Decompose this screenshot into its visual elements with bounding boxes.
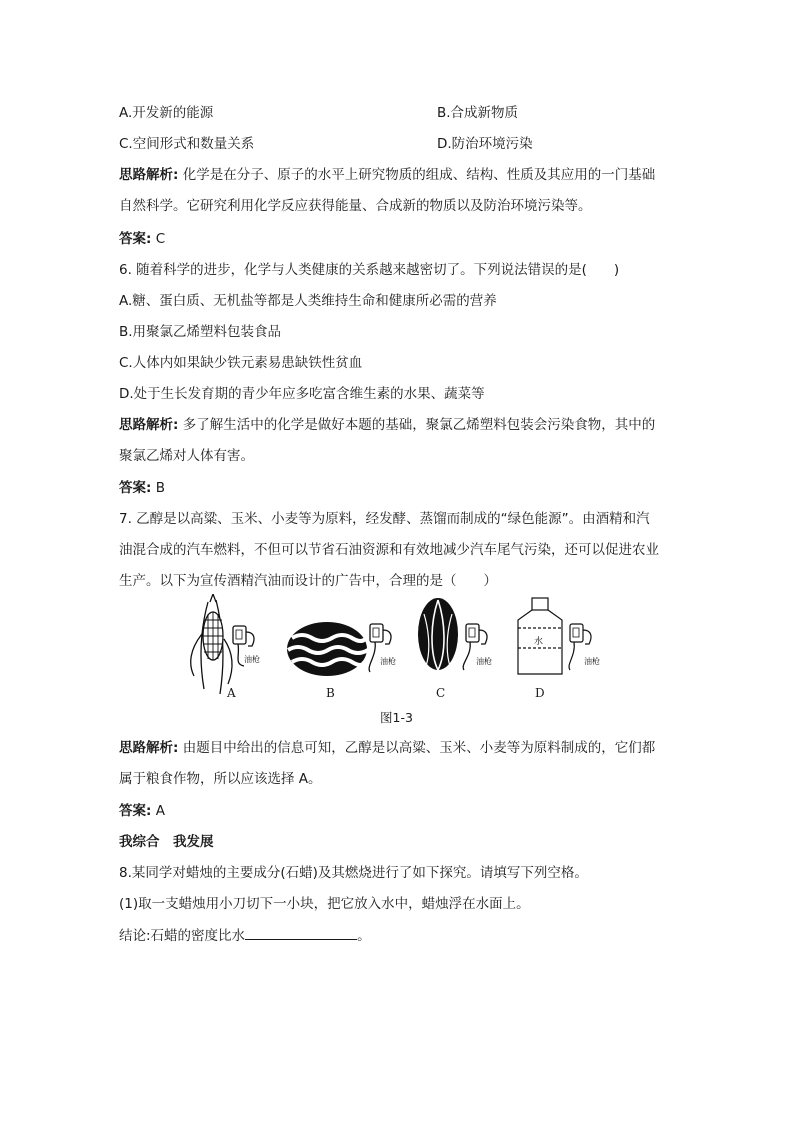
conclusion-prefix: 结论:石蜡的密度比水 [119, 928, 246, 944]
figure-advertisements [180, 594, 620, 704]
water-label: 水 [534, 637, 544, 647]
q6-stem: 6. 随着科学的进步，化学与人类健康的关系越来越密切了。下列说法错误的是( ) [119, 262, 620, 278]
q8-stem: 8.某同学对蜡烛的主要成分(石蜡)及其燃烧进行了如下探究。请填写下列空格。 [119, 865, 588, 881]
figure-letter-d: D [535, 686, 545, 700]
analysis-label: 思路解析: [119, 740, 179, 756]
water-bottle-illustration [518, 598, 591, 674]
analysis-text: 多了解生活中的化学是做好本题的基础，聚氯乙烯塑料包装会污染食物，其中的 [178, 417, 656, 433]
q6-option-a: A.糖、蛋白质、无机盐等都是人类维持生命和健康所必需的营养 [119, 293, 497, 309]
q6-option-b: B.用聚氯乙烯塑料包装食品 [119, 324, 282, 340]
figure-letter-a: A [227, 686, 236, 700]
q6-analysis-line2: 聚氯乙烯对人体有害。 [119, 448, 254, 464]
q7-answer [119, 802, 165, 820]
q6-answer [119, 479, 165, 497]
answer-blank[interactable] [245, 926, 357, 940]
answer-label: 答案: [119, 803, 152, 819]
answer-value: A [151, 803, 165, 819]
answer-label: 答案: [119, 231, 152, 247]
q7-analysis-line2: 属于粮食作物，所以应该选择 A。 [119, 771, 322, 787]
q5-option-d: D.防治环境污染 [437, 136, 533, 152]
figure-letter-c: C [436, 686, 446, 700]
analysis-text: 化学是在分子、原子的水平上研究物质的组成、结构、性质及其应用的一门基础 [178, 167, 656, 183]
watermelon-illustration [287, 622, 391, 676]
q5-answer [119, 230, 165, 248]
conclusion-suffix: 。 [357, 928, 371, 944]
q5-analysis-line1 [119, 166, 655, 184]
q5-option-a: A.开发新的能源 [119, 105, 214, 121]
pump-label-d: 油枪 [584, 657, 600, 666]
q7-stem-line1: 7. 乙醇是以高粱、玉米、小麦等为原料，经发酵、蒸馏而制成的“绿色能源”。由酒精和汽 [119, 511, 650, 527]
q8-part1: (1)取一支蜡烛用小刀切下一小块，把它放入水中，蜡烛浮在水面上。 [119, 896, 530, 912]
answer-label: 答案: [119, 480, 152, 496]
q7-analysis-line1 [119, 739, 655, 757]
pump-label-c: 油枪 [476, 657, 492, 666]
pump-label-b: 油枪 [380, 657, 396, 666]
answer-value: C [151, 231, 166, 247]
figure-letter-b: B [326, 686, 335, 700]
corn-illustration [191, 594, 254, 694]
q8-conclusion [119, 926, 371, 945]
figure-caption: 图1-3 [380, 710, 413, 725]
analysis-text: 由题目中给出的信息可知，乙醇是以高粱、玉米、小麦等为原料制成的，它们都 [178, 740, 656, 756]
analysis-label: 思路解析: [119, 417, 179, 433]
q6-option-d: D.处于生长发育期的青少年应多吃富含维生素的水果、蔬菜等 [119, 386, 485, 402]
q7-stem-line2: 油混合成的汽车燃料，不但可以节省石油资源和有效地减少汽车尾气污染，还可以促进农业 [119, 542, 659, 558]
q6-analysis-line1 [119, 416, 655, 434]
section-title: 我综合 我发展 [119, 834, 214, 850]
q7-stem-line3: 生产。以下为宣传酒精汽油而设计的广告中，合理的是（ ） [119, 573, 497, 589]
pump-label-a: 油枪 [244, 655, 260, 664]
q6-option-c: C.人体内如果缺少铁元素易患缺铁性贫血 [119, 355, 363, 371]
analysis-label: 思路解析: [119, 167, 179, 183]
q5-option-b: B.合成新物质 [437, 105, 519, 121]
q5-analysis-line2: 自然科学。它研究利用化学反应获得能量、合成新的物质以及防治环境污染等。 [119, 198, 592, 214]
q5-option-c: C.空间形式和数量关系 [119, 136, 255, 152]
answer-value: B [151, 480, 165, 496]
